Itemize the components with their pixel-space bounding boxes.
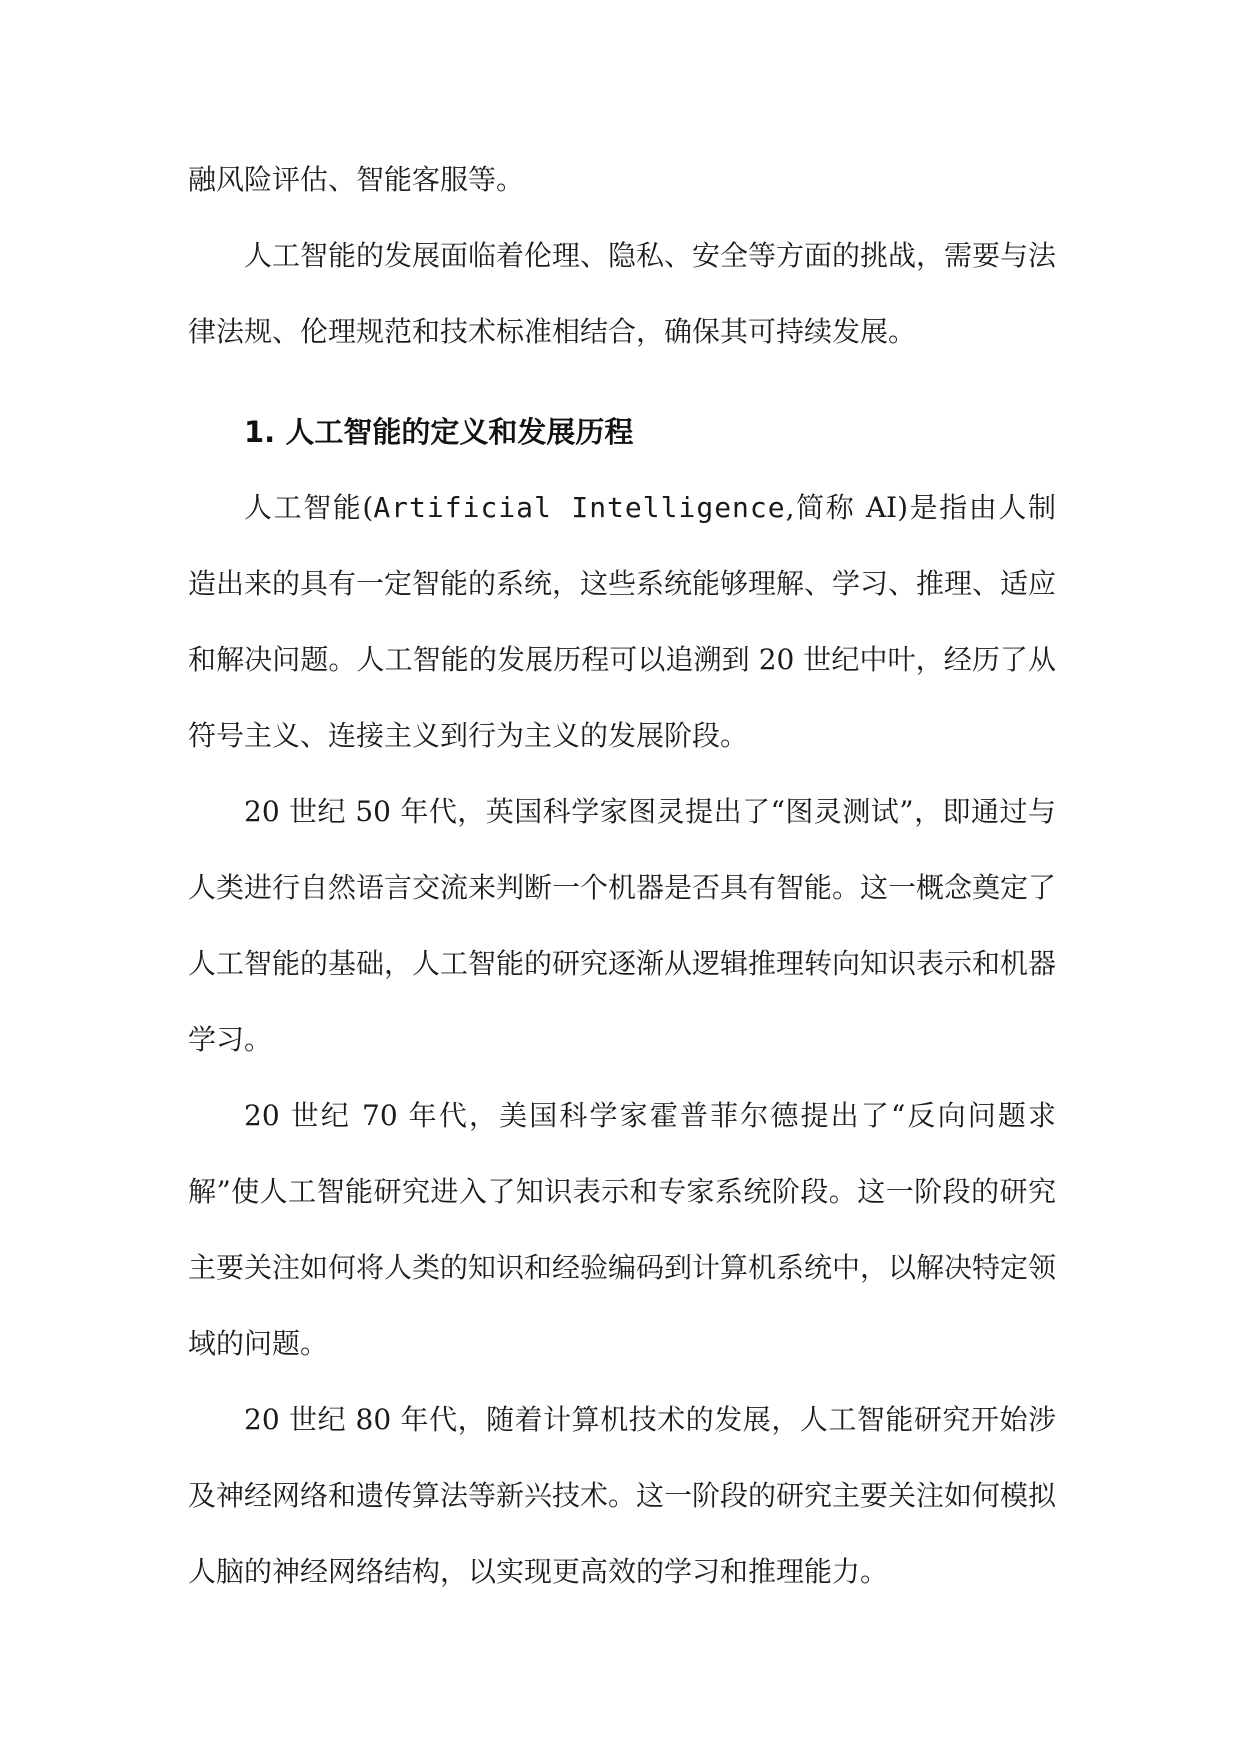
- definition-body: ,简称 AI)是指由人制造出来的具有一定智能的系统，这些系统能够理解、学习、推理、适应和解决问题。人工智能的发展历程可以追溯到 20 世纪中叶，经历了从符号主义、连接主义到行为主义的发展阶段。: [188, 491, 1057, 752]
- paragraph-1970s: 20 世纪 70 年代，美国科学家霍普菲尔德提出了“反向问题求解”使人工智能研究进入了知识表示和专家系统阶段。这一阶段的研究主要关注如何将人类的知识和经验编码到计算机系统中，以解决特定领域的问题。: [188, 1099, 1057, 1360]
- paragraph-1950s: 20 世纪 50 年代，英国科学家图灵提出了“图灵测试”，即通过与人类进行自然语言交流来判断一个机器是否具有智能。这一概念奠定了人工智能的基础，人工智能的研究逐渐从逻辑推理转向知识表示和机器学习。: [188, 795, 1057, 1056]
- definition-lead: 人工智能(: [244, 491, 374, 524]
- definition-term: Artificial Intelligence: [373, 491, 786, 524]
- section-heading-number: 1.: [244, 415, 276, 449]
- paragraph-1980s: 20 世纪 80 年代，随着计算机技术的发展，人工智能研究开始涉及神经网络和遗传算法等新兴技术。这一阶段的研究主要关注如何模拟人脑的神经网络结构，以实现更高效的学习和推理能力。: [188, 1403, 1057, 1588]
- section-heading-text: 人工智能的定义和发展历程: [285, 415, 634, 449]
- section-heading: [188, 394, 1056, 470]
- document-body: [188, 142, 1056, 1610]
- paragraph-continued: 融风险评估、智能客服等。: [188, 163, 525, 196]
- paragraph-definition: [188, 470, 1056, 774]
- paragraph-challenges: 人工智能的发展面临着伦理、隐私、安全等方面的挑战，需要与法律法规、伦理规范和技术标准相结合，确保其可持续发展。: [188, 239, 1057, 348]
